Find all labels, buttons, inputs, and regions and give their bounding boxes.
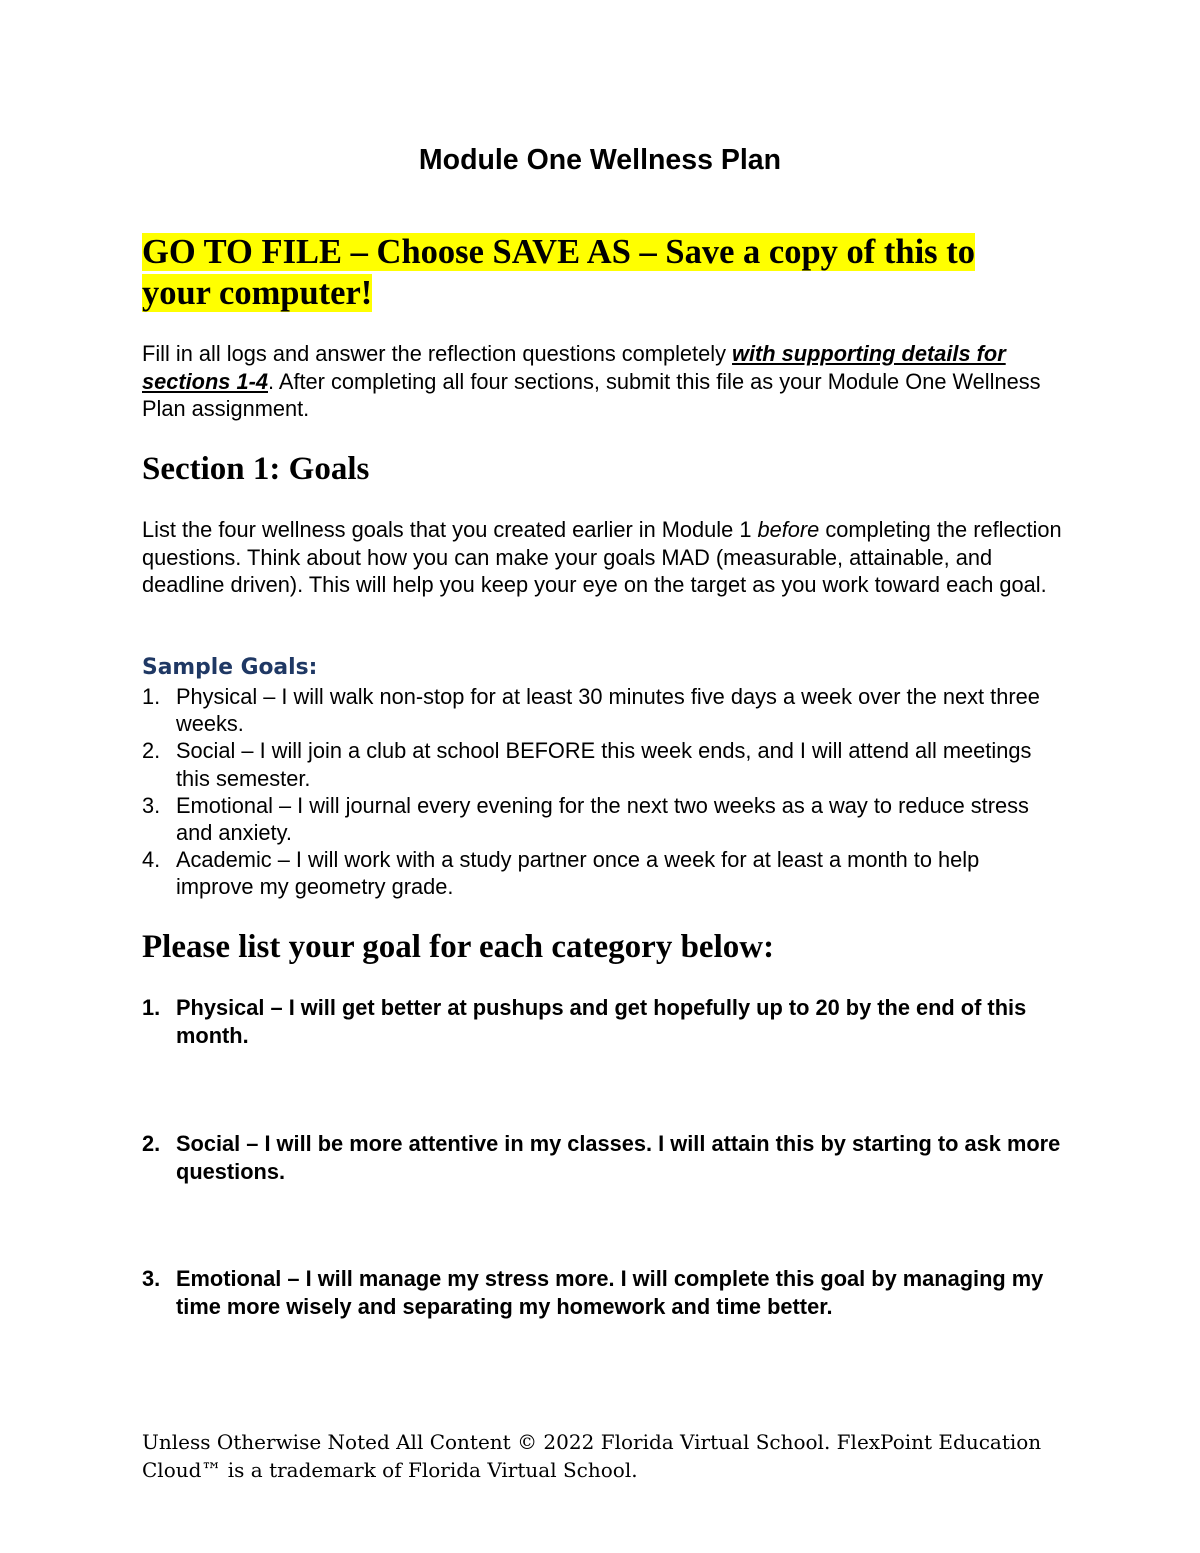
goals-desc-before: List the four wellness goals that you created earlier in Module 1 <box>142 517 758 542</box>
list-item-text: Physical – I will walk non-stop for at least 30 minutes five days a week over the next three weeks. <box>176 684 1040 737</box>
list-item-text: Academic – I will work with a study partner once a week for at least a month to help improve my geometry grade. <box>176 847 980 900</box>
footer-line-1: Unless Otherwise Noted All Content © 2022 Florida Virtual School. FlexPoint Education <box>142 1430 1042 1454</box>
list-item-text: Social – I will join a club at school BEFORE this week ends, and I will attend all meetings this semester. <box>176 738 1032 791</box>
page-title: Module One Wellness Plan <box>418 144 782 176</box>
intro-paragraph <box>142 340 1062 423</box>
list-item-number: 2. <box>142 738 161 764</box>
intro-emphasis: with supporting details for sections 1-4 <box>142 341 1006 394</box>
intro-text-after: . After completing all four sections, submit this file as your Module One Wellness Plan assignment. <box>142 368 1041 421</box>
save-banner-line-1: GO TO FILE – Choose SAVE AS – Save a copy of this to <box>142 233 975 271</box>
list-item <box>142 846 1062 900</box>
page-footer <box>142 1429 1062 1484</box>
goal-social[interactable] <box>142 1130 1062 1185</box>
goal-physical[interactable] <box>142 994 1062 1049</box>
list-item-number: 3. <box>142 792 161 818</box>
list-item-text: Emotional – I will journal every evening for the next two weeks as a way to reduce stress and anxiety. <box>176 792 1029 846</box>
list-item <box>142 737 1062 791</box>
goal-text[interactable]: Emotional – I will manage my stress more. I will complete this goal by managing my time more wisely and separating my homework and time better. <box>176 1266 1044 1319</box>
list-item <box>142 683 1062 737</box>
your-goals-heading: Please list your goal for each category below: <box>142 929 775 965</box>
section-1-heading: Section 1: Goals <box>142 451 370 487</box>
goals-desc-italic: before <box>757 517 820 542</box>
save-instructions-banner <box>142 232 1062 314</box>
sample-goals-list <box>142 683 1062 901</box>
goal-number: 2. <box>142 1131 161 1156</box>
intro-text-before: Fill in all logs and answer the reflection questions completely <box>142 341 733 366</box>
footer-line-2: Cloud™ is a trademark of Florida Virtual School. <box>142 1457 638 1482</box>
list-item-number: 4. <box>142 847 161 873</box>
list-item-number: 1. <box>142 684 161 709</box>
goal-emotional[interactable] <box>142 1265 1062 1320</box>
goals-description <box>142 516 1062 599</box>
goals-desc-after: completing the reflection questions. Think about how you can make your goals MAD (measurable, attainable, and deadline driven). This will help you keep your eye on the target as you work toward each goal. <box>142 517 1062 597</box>
goal-number: 1. <box>142 995 161 1020</box>
goal-text[interactable]: Social – I will be more attentive in my classes. I will attain this by starting to ask more questions. <box>176 1131 1061 1184</box>
goal-text[interactable]: Physical – I will get better at pushups and get hopefully up to 20 by the end of this month. <box>176 995 1027 1048</box>
goal-number: 3. <box>142 1266 161 1291</box>
list-item <box>142 792 1062 846</box>
sample-goals-heading: Sample Goals: <box>142 655 318 680</box>
save-banner-line-2: your computer! <box>142 274 373 312</box>
